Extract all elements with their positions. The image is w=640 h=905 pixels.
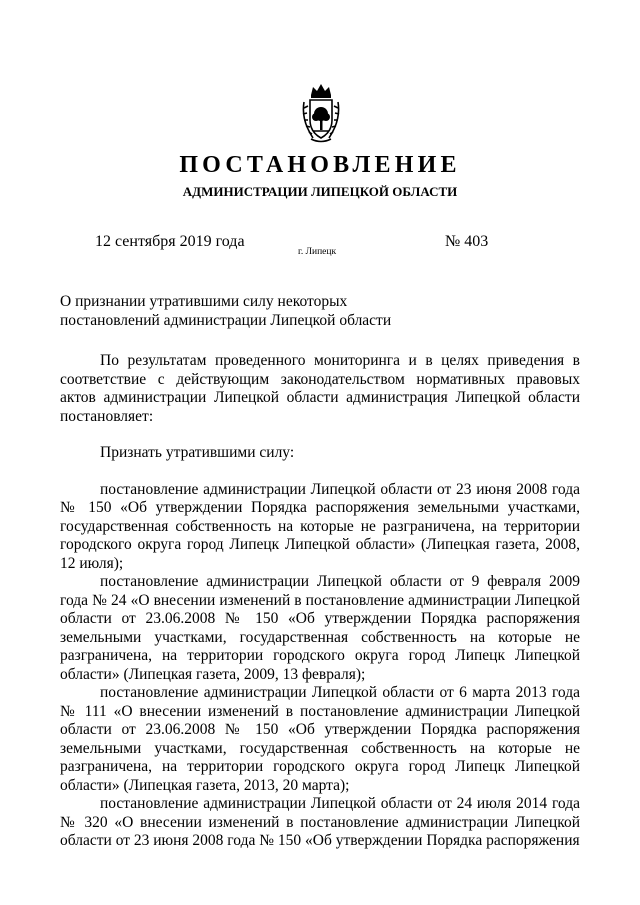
list-item: постановление администрации Липецкой области от 6 марта 2013 года № 111 «О внесении изменений в постановление администрации Липецкой области от 23.06.2008 № 150 «Об утверждении Порядка распоряжения земельными участками, государственная собственность на которые не разграничена, на территории городского округа город Липецк Липецкой области» (Липецкая газета, 2013, 20 марта); (60, 684, 580, 794)
document-number: № 403 (445, 233, 489, 250)
list-item: постановление администрации Липецкой области от 9 февраля 2009 года № 24 «О внесении изменений в постановление администрации Липецкой области от 23.06.2008 № 150 «Об утверждении Порядка распоряжения земельными участками, государственная собственность на которые не разграничена, на территории городского округа город Липецк Липецкой области» (Липецкая газета, 2009, 13 февраля); (60, 573, 580, 683)
preamble-paragraph: По результатам проведенного мониторинга и в целях приведения в соответствие с действующим законодательством нормативных правовых актов администрации Липецкой области администрация Липецкой области постановляет: (60, 352, 580, 425)
list-item: постановление администрации Липецкой области от 24 июля 2014 года № 320 «О внесении изменений в постановление администрации Липецкой области от 23 июня 2008 года № 150 «Об утверждении Порядка распоряжения (60, 795, 580, 849)
decree-paragraph: Признать утратившими силу: (100, 444, 295, 461)
document-title: ПОСТАНОВЛЕНИЕ (179, 152, 461, 178)
subject-line-2: постановлений администрации Липецкой области (60, 311, 392, 329)
issuing-authority: АДМИНИСТРАЦИИ ЛИПЕЦКОЙ ОБЛАСТИ (182, 184, 458, 199)
list-item: постановление администрации Липецкой области от 23 июня 2008 года № 150 «Об утверждении Порядка распоряжения земельными участками, государственная собственность на которые не разграничена, на территории городского округа город Липецк Липецкой области» (Липецкая газета, 2008, 12 июля); (60, 480, 580, 572)
document-body (60, 352, 580, 851)
subject-line-1: О признании утратившими силу некоторых (60, 293, 348, 310)
document-date: 12 сентября 2019 года (95, 233, 245, 250)
document-subject (60, 293, 420, 330)
coat-of-arms-icon (301, 82, 341, 144)
document-city: г. Липецк (298, 247, 337, 257)
